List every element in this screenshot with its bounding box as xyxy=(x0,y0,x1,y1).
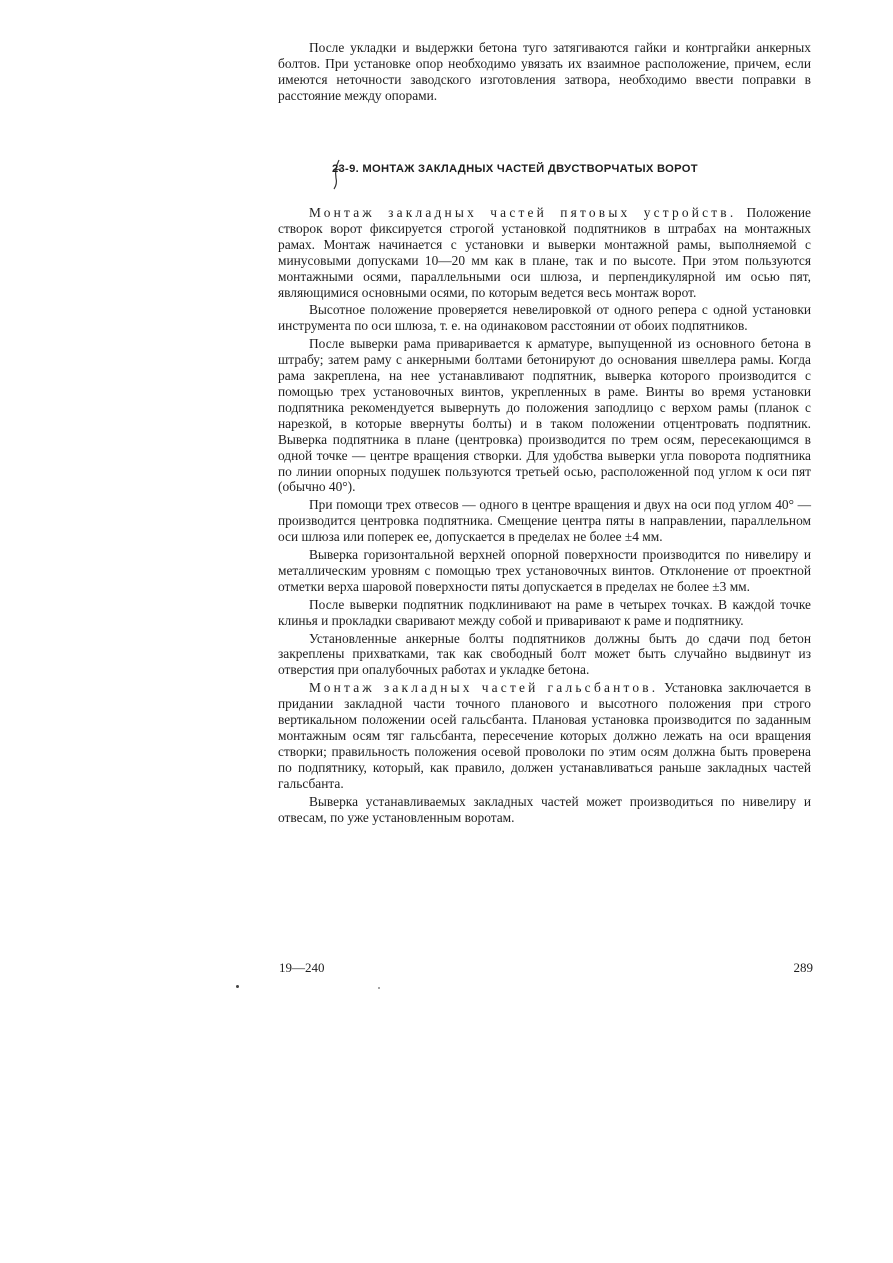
paragraph-plumb-centering: При помощи трех отвесов — одного в центре вращения и двух на оси под углом 40° — производится центровка подпятника. Смещение центра пяты в направлении, параллельном оси шлюза или поперек ее, допускается в пределах не более ±4 мм. xyxy=(278,497,811,545)
paragraph-pivot-mounting xyxy=(278,205,811,300)
paragraph-text-pivot: Положение створок ворот фиксируется строгой установкой подпятников в штрабах на монтажных рамах. Монтаж начинается с установки и выверки монтажной рамы, выполняемой с минусовыми допусками 10—20 мм как в плане, так и по высоте. При этом пользуются монтажными осями, параллельными оси шлюза, и перпендикулярной им осью пят, являющимися основными осями, по которым ведется весь монтаж ворот. xyxy=(278,205,811,300)
paragraph-leveling: Высотное положение проверяется невелировкой от одного репера с одной установки инструмента по оси шлюза, т. е. на одинаковом расстоянии от обоих подпятников. xyxy=(278,302,811,334)
paragraph-wedging: После выверки подпятник подклинивают на раме в четырех точках. В каждой точке клинья и прокладки сваривают между собой и приваривают к раме и подпятнику. xyxy=(278,596,811,628)
printer-signature: 19—240 xyxy=(279,960,325,975)
scan-speck xyxy=(378,987,380,989)
paragraph-frame-welding: После выверки рама приваривается к арматуре, выпущенной из основного бетона в штрабу; затем раму с анкерными болтами бетонируют до основания швеллера рамы. Когда рама закреплена, на нее устанавливают подпятник, выверка которого производится с помощью трех установочных винтов, укрепленных в раме. Винты во время установки подпятника рекомендуется вывернуть до положения заподлицо с верхом рамы (планок с нарезкой, в которые ввернуты болты) и в таком положении отцентровать подпятник. Выверка подпятника в плане (центровка) производится по трем осям, пересекающимся в одной точке — центре вращения створки. Для удобства выверки угла поворота подпятника по линии опорных подушек пользуются третьей осью, расположенной под углом к оси пят (обычно 40°). xyxy=(278,336,811,495)
body-text xyxy=(278,205,811,825)
paragraph-lead-pivot: Монтаж закладных частей пятовых устройств. xyxy=(309,205,737,220)
paragraph-lead-galsbant: Монтаж закладных частей гальсбантов. xyxy=(309,680,659,696)
paragraph-galsbant-mounting xyxy=(278,680,811,791)
paragraph-final-check: Выверка устанавливаемых закладных частей может производиться по нивелиру и отвесам, по уже установленным воротам. xyxy=(278,793,811,825)
intro-paragraph: После укладки и выдержки бетона туго затягиваются гайки и контргайки анкерных болтов. При установке опор необходимо увязать их взаимное расположение, причем, если имеются неточности заводского изготовления затвора, необходимо ввести поправки в расстояние между опорами. xyxy=(278,40,811,103)
intro-block xyxy=(278,40,811,104)
page-number: 289 xyxy=(793,960,813,975)
paragraph-text-galsbant: Установка заключается в придании закладной части точного планового и высотного положения при строго вертикальном положении осей гальсбанта. Плановая установка производится по заданным монтажным осям тяг гальсбанта, пересечение которых должно лежать на оси вращения створки; правильность положения осевой проволоки по этим осям должна быть проверена по подпятнику, который, как правило, должен устанавливаться раньше закладных частей гальсбанта. xyxy=(278,680,811,791)
scan-speck xyxy=(236,985,239,988)
section-heading: 23-9. МОНТАЖ ЗАКЛАДНЫХ ЧАСТЕЙ ДВУСТВОРЧАТЫХ ВОРОТ xyxy=(332,163,698,175)
paragraph-surface-check: Выверка горизонтальной верхней опорной поверхности производится по нивелиру и металлическим уровням с помощью трех установочных винтов. Отклонение от проектной отметки верха шаровой поверхности пяты допускается в пределах не более ±3 мм. xyxy=(278,547,811,594)
paragraph-anchor-bolts: Установленные анкерные болты подпятников должны быть до сдачи под бетон закреплены прихватками, так как свободный болт может быть случайно выдвинут из отверстия при опалубочных работах и укладке бетона. xyxy=(278,630,811,678)
